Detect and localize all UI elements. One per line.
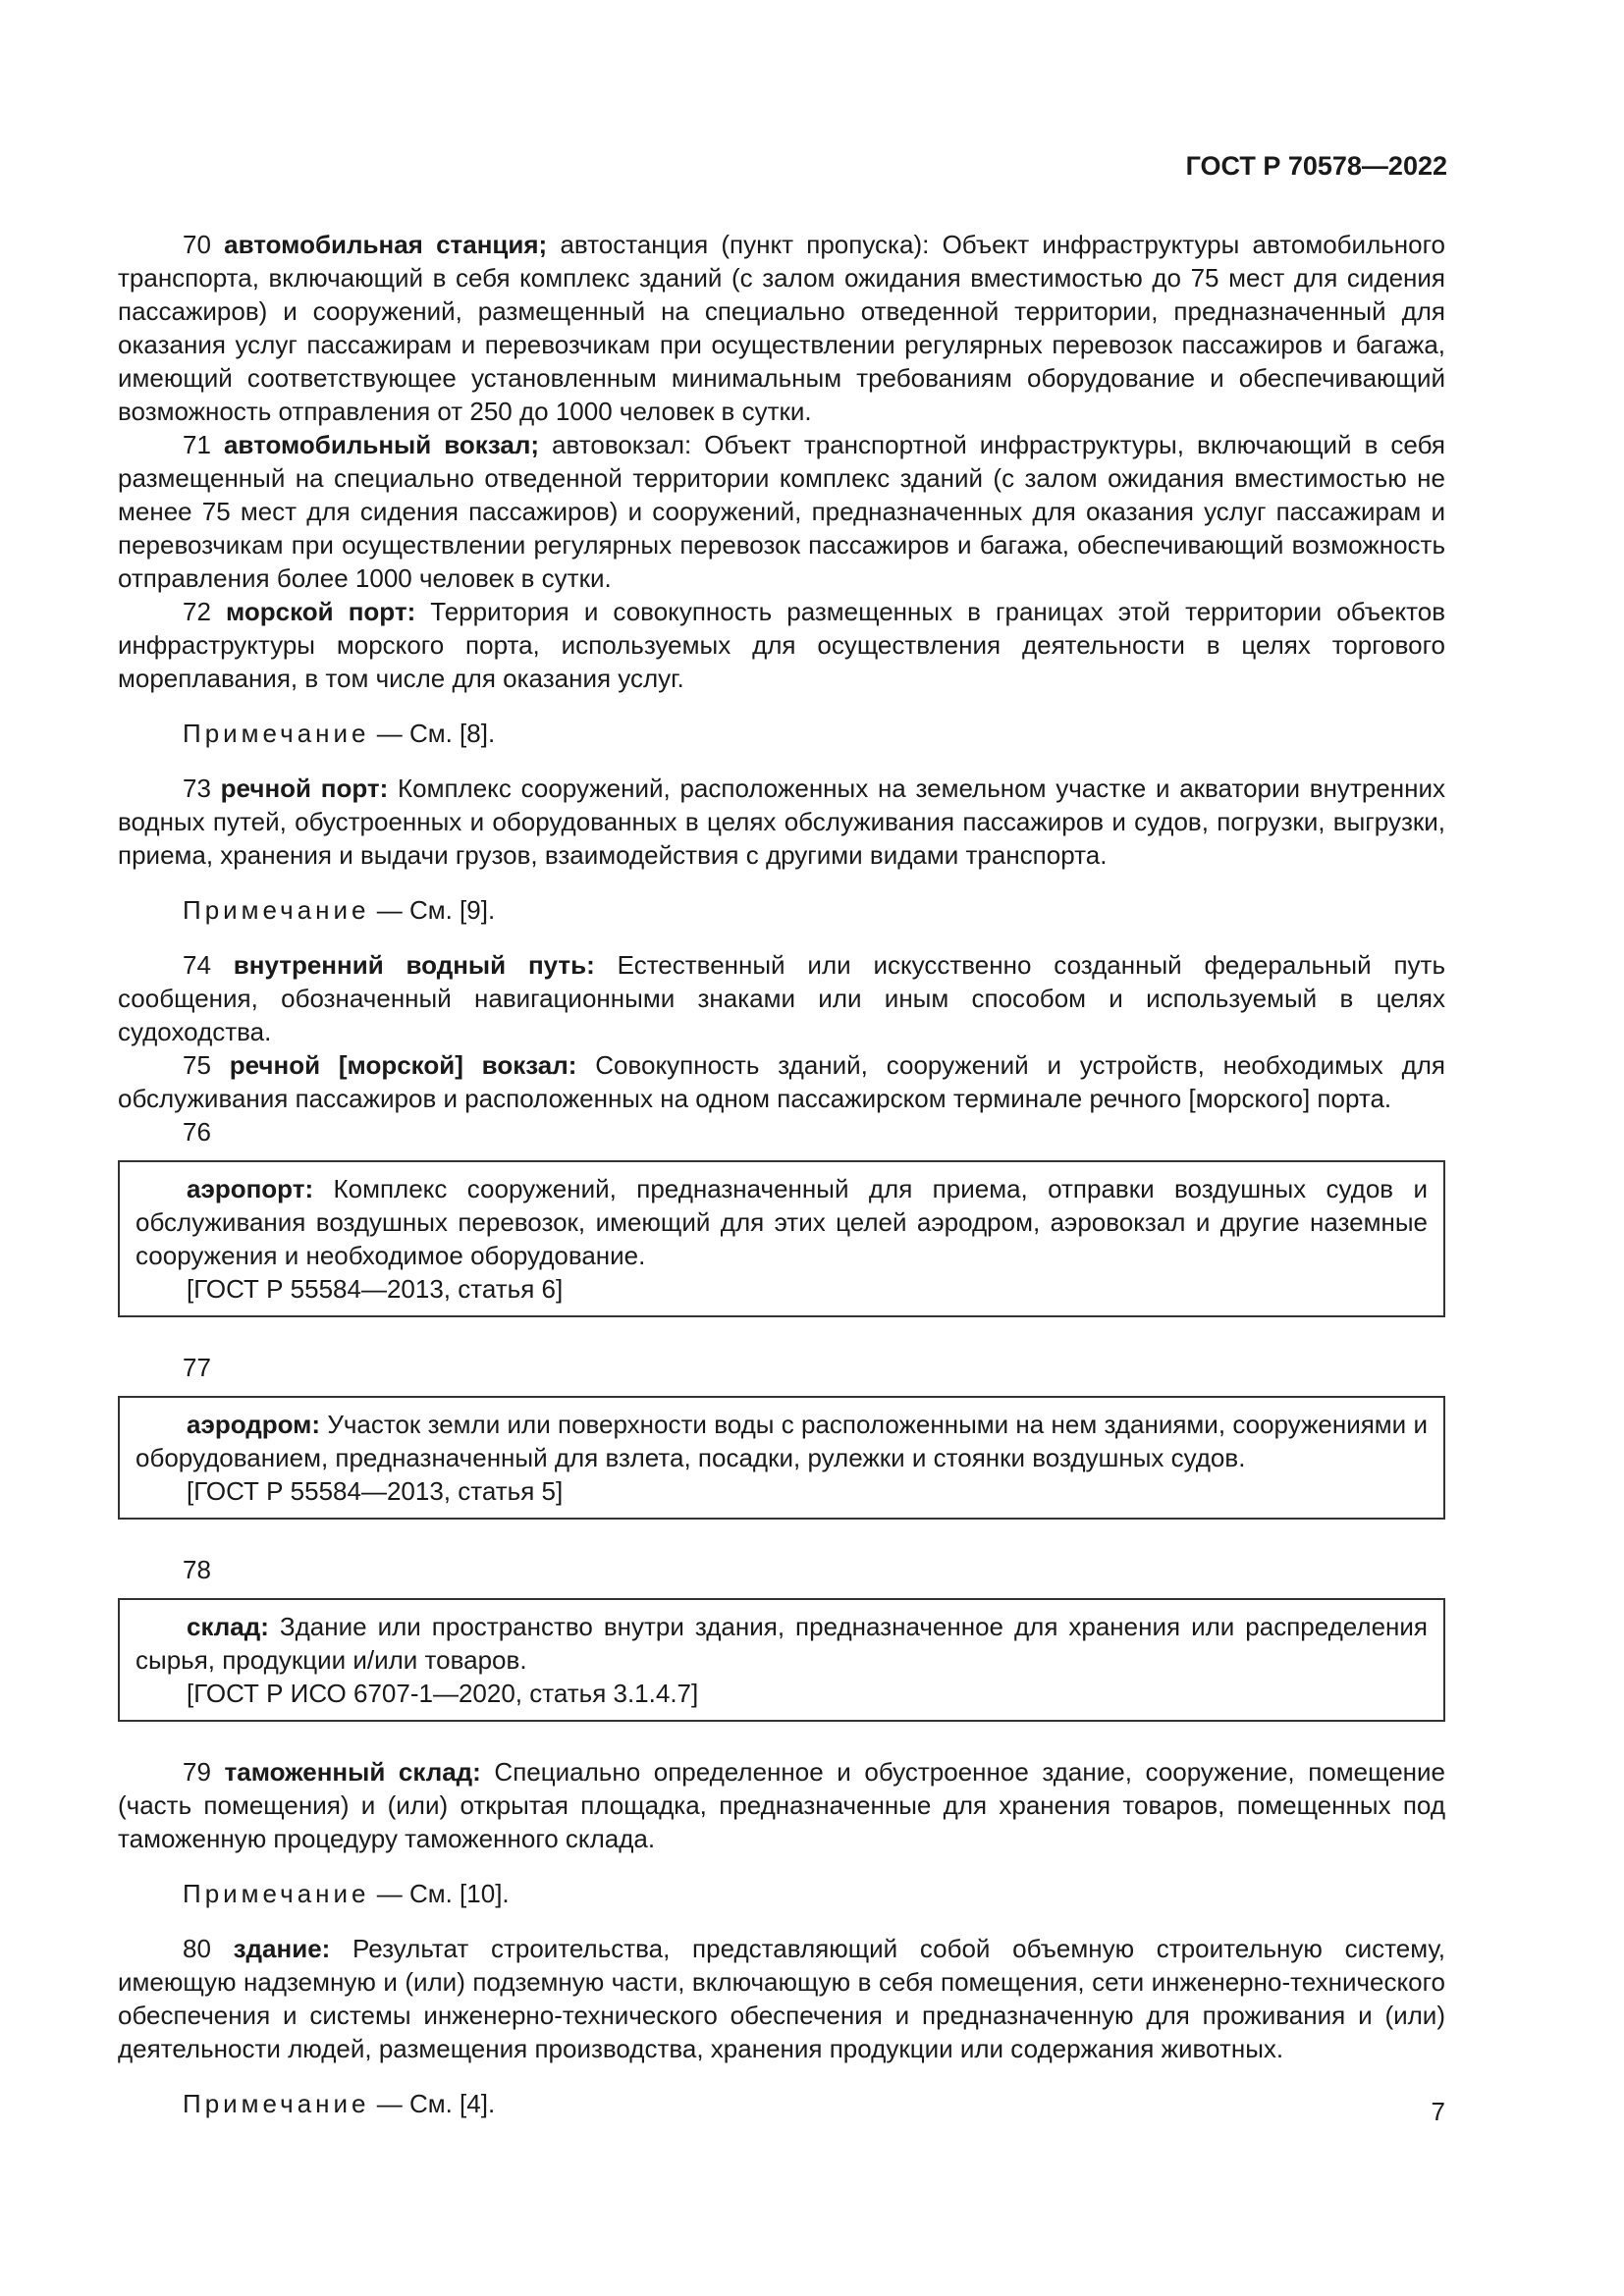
entry-text: Результат строительства, представляющий собой объемную строительную систему, имеющую надземную и (или) подземную части, включающую в себя помещения, сети инженерно-технического обеспечения и системы инженерно-технического обеспечения и предназначенную для проживания и (или) деятельности людей, размещения производства, хранения продукции или содержания животных. — [118, 1934, 1445, 2063]
page-number: 7 — [1431, 2097, 1445, 2126]
note-label: Примечание — [183, 895, 370, 925]
entry-80 — [118, 1932, 1445, 2065]
note-text: — См. [8]. — [369, 719, 496, 748]
page-content — [118, 228, 1445, 2142]
definition — [135, 1610, 1428, 1677]
entry-text: Совокупность зданий, сооружений и устройств, необходимых для обслуживания пассажиров и расположенных на одном пассажирском терминале речного [морского] порта. — [118, 1050, 1445, 1113]
entry-number-76: 76 — [183, 1117, 211, 1147]
entry-number: 79 — [183, 1757, 211, 1787]
entry-71 — [118, 428, 1445, 595]
entry-text: Здание или пространство внутри здания, предназначенное для хранения или распределения сырья, продукции и/или товаров. — [135, 1612, 1428, 1675]
entry-term: автомобильный вокзал; — [223, 430, 539, 459]
entry-number-78: 78 — [183, 1555, 211, 1584]
note-text: — См. [10]. — [369, 1879, 510, 1908]
entry-73 — [118, 772, 1445, 872]
entry-term: внутренний водный путь: — [233, 950, 595, 980]
note — [183, 893, 1445, 927]
definition-source: [ГОСТ Р ИСО 6707-1—2020, статья 3.1.4.7] — [187, 1679, 699, 1708]
entry-text: Специально определенное и обустроенное здание, сооружение, помещение (часть помещения) и (или) открытая площадка, предназначенные для хранения товаров, помещенных под таможенную процедуру таможенного склада. — [118, 1757, 1446, 1853]
entry-70 — [118, 228, 1445, 428]
entry-number: 73 — [183, 774, 211, 803]
note-text: — См. [4]. — [369, 2089, 496, 2118]
entry-text: Территория и совокупность размещенных в границах этой территории объектов инфраструктуры морского порта, используемых для осуществления деятельности в целях торгового мореплавания, в том числе для оказания услуг. — [118, 597, 1446, 693]
entry-number-77: 77 — [183, 1353, 211, 1382]
entry-term: таможенный склад: — [224, 1757, 481, 1787]
note-label: Примечание — [183, 1879, 370, 1908]
definition — [135, 1408, 1428, 1474]
entry-number: 75 — [183, 1050, 211, 1080]
note — [183, 717, 1445, 750]
note-text: — См. [9]. — [369, 895, 496, 925]
entry-term: здание: — [233, 1934, 331, 1963]
entry-term: склад: — [187, 1612, 269, 1641]
entry-text: Комплекс сооружений, предназначенный для приема, отправки воздушных судов и обслуживания воздушных перевозок, имеющий для этих целей аэродром, аэровокзал и другие наземные сооружения и необходимое оборудование. — [135, 1174, 1428, 1270]
entry-term: морской порт: — [226, 597, 416, 626]
quoted-definition-box — [118, 1598, 1445, 1722]
entry-number: 70 — [183, 230, 211, 259]
entry-term: автомобильная станция; — [224, 230, 548, 259]
definition-source: [ГОСТ Р 55584—2013, статья 6] — [187, 1274, 564, 1304]
quoted-definition-box — [118, 1160, 1445, 1317]
entry-79 — [118, 1755, 1445, 1855]
entry-74 — [118, 948, 1445, 1048]
entry-text: Комплекс сооружений, расположенных на земельном участке и акватории внутренних водных путей, обустроенных и оборудованных в целях обслуживания пассажиров и судов, погрузки, выгрузки, приема, хранения и выдачи грузов, взаимодействия с другими видами транспорта. — [118, 774, 1445, 870]
entry-72 — [118, 595, 1445, 695]
note-label: Примечание — [183, 2089, 370, 2118]
entry-number: 72 — [183, 597, 211, 626]
entry-term: аэродром: — [187, 1410, 321, 1439]
note-label: Примечание — [183, 719, 370, 748]
note — [183, 2087, 1445, 2120]
entry-text: Естественный или искусственно созданный федеральный путь сообщения, обозначенный навигационными знаками или иным способом и используемый в целях судоходства. — [118, 950, 1445, 1046]
entry-term: речной [морской] вокзал: — [229, 1050, 577, 1080]
definition-source: [ГОСТ Р 55584—2013, статья 5] — [187, 1476, 564, 1506]
entry-text: Участок земли или поверхности воды с расположенными на нем зданиями, сооружениями и оборудованием, предназначенный для взлета, посадки, рулежки и стоянки воздушных судов. — [135, 1410, 1428, 1472]
entry-text: автостанция (пункт пропуска): Объект инфраструктуры автомобильного транспорта, включающий в себя комплекс зданий (с залом ожидания вместимостью до 75 мест для сидения пассажиров) и сооружений, размещенный на специально отведенной территории, предназначенный для оказания услуг пассажирам и перевозчикам при осуществлении регулярных перевозок пассажиров и багажа, имеющий соответствующее установленным минимальным требованиям оборудование и обеспечивающий возможность отправления от 250 до 1000 человек в сутки. — [118, 230, 1445, 426]
entry-term: аэропорт: — [187, 1174, 314, 1203]
entry-number: 80 — [183, 1934, 211, 1963]
entry-75 — [118, 1048, 1445, 1115]
definition — [135, 1172, 1428, 1272]
document-id-header: ГОСТ Р 70578—2022 — [1185, 151, 1447, 181]
entry-text: автовокзал: Объект транспортной инфраструктуры, включающий в себя размещенный на специально отведенной территории комплекс зданий (с залом ожидания вместимостью не менее 75 мест для сидения пассажиров) и сооружений, предназначенных для оказания услуг пассажирам и перевозчикам при осуществлении регулярных перевозок пассажиров и багажа, обеспечивающий возможность отправления более 1000 человек в сутки. — [118, 430, 1445, 593]
quoted-definition-box — [118, 1396, 1445, 1520]
entry-number: 74 — [183, 950, 211, 980]
entry-number: 71 — [183, 430, 211, 459]
entry-term: речной порт: — [220, 774, 389, 803]
note — [183, 1877, 1445, 1910]
